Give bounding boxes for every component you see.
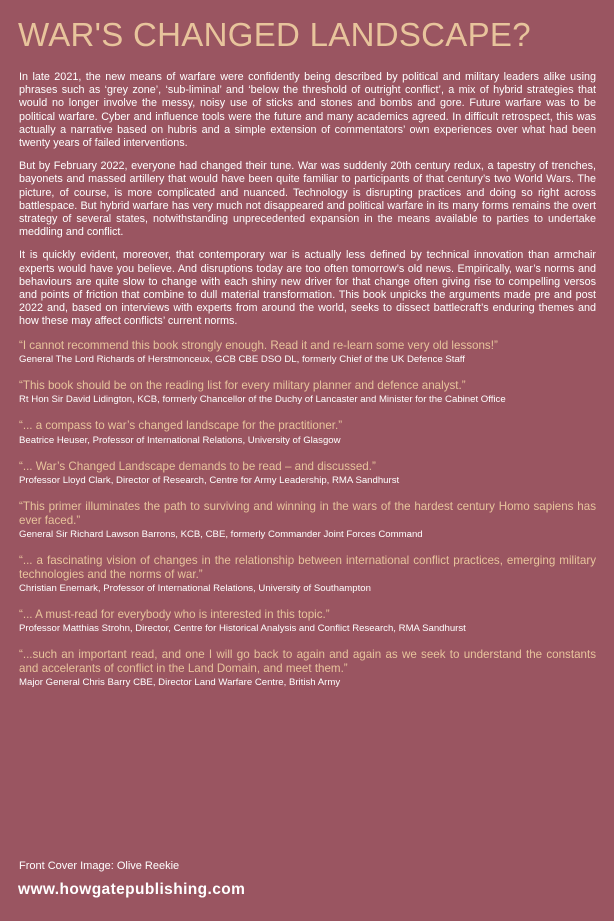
endorsement-attribution: General The Lord Richards of Herstmonceux, GCB CBE DSO DL, formerly Chief of the UK Defence Staff <box>19 354 465 366</box>
publisher-website-link[interactable]: www.howgatepublishing.com <box>18 881 246 898</box>
endorsement <box>19 608 596 635</box>
endorsement-quote: “...such an important read, and one I will go back to again and again as we seek to understand the constants and accelerants of conflict in the Land Domain, and meet them.” <box>19 648 596 675</box>
endorsement-quote: “... a fascinating vision of changes in the relationship between international conflict practices, emerging military technologies and the norms of war.” <box>19 554 596 581</box>
cover-image-credit: Front Cover Image: Olive Reekie <box>19 860 180 872</box>
endorsement-quote: “This primer illuminates the path to surviving and winning in the wars of the hardest century Homo sapiens has ever faced.” <box>19 500 596 527</box>
endorsement-quote: “... War’s Changed Landscape demands to be read – and discussed.” <box>19 459 376 473</box>
endorsement <box>19 460 596 487</box>
endorsement-quote: “... a compass to war’s changed landscape for the practitioner.” <box>19 419 343 433</box>
endorsement-attribution: General Sir Richard Lawson Barrons, KCB, CBE, formerly Commander Joint Forces Command <box>19 529 423 541</box>
endorsement-attribution: Professor Lloyd Clark, Director of Research, Centre for Army Leadership, RMA Sandhurst <box>19 475 400 487</box>
endorsement <box>19 500 596 541</box>
blurb-paragraph: It is quickly evident, moreover, that contemporary war is actually less defined by technical innovation than armchair experts would have you believe. And disruptions today are too often tomorrow’s old news. Empirically, war’s norms and behaviours are quite slow to change with each shiny new driver for that change often giving rise to compelling versos and points of friction that combine to dull material transformation. This book unpicks the arguments made pre and post 2022 and, based on interviews with experts from around the world, seeks to dissect battlecraft’s enduring themes and how these may affect conflicts’ current norms. <box>19 249 596 328</box>
endorsement-attribution: Rt Hon Sir David Lidington, KCB, formerly Chancellor of the Duchy of Lancaster and Minister for the Cabinet Office <box>19 394 506 406</box>
back-cover-body <box>19 71 596 702</box>
endorsement <box>19 554 596 595</box>
endorsement-attribution: Christian Enemark, Professor of International Relations, University of Southampton <box>19 582 371 594</box>
endorsement <box>19 339 596 366</box>
endorsement <box>19 648 596 689</box>
endorsement-quote: “I cannot recommend this book strongly enough. Read it and re-learn some very old lessons!” <box>19 338 498 352</box>
endorsement <box>19 379 596 406</box>
endorsement-quote: “This book should be on the reading list for every military planner and defence analyst.” <box>19 379 466 393</box>
endorsement <box>19 419 596 446</box>
book-title: WAR'S CHANGED LANDSCAPE? <box>18 16 531 53</box>
blurb-paragraph: But by February 2022, everyone had changed their tune. War was suddenly 20th century redux, a tapestry of trenches, bayonets and massed artillery that would have been quite familiar to participants of that century’s two World Wars. The picture, of course, is more complicated and nuanced. Technology is disrupting practices and doing so right across battlespace. But hybrid warfare has very much not disappeared and political warfare in its many forms remains the overt strategy of several states, notwithstanding unprecedented expansion in the means available to parties to undertake meddling and conflict. <box>19 160 596 239</box>
blurb-paragraph: In late 2021, the new means of warfare were confidently being described by political and military leaders alike using phrases such as ‘grey zone’, ‘sub-liminal’ and ‘below the threshold of outright conflict’, a mix of hybrid strategies that would no longer involve the messy, noisy use of sticks and stones and bombs and gore. Future warfare was to be political warfare. Cyber and influence tools were the future and many academics agreed. In difficult retrospect, this was actually a narrative based on hubris and a simple extension of commentators’ own experiences over what had been twenty years of failed interventions. <box>19 71 596 150</box>
endorsement-quote: “... A must-read for everybody who is interested in this topic.” <box>19 607 330 621</box>
endorsement-attribution: Professor Matthias Strohn, Director, Centre for Historical Analysis and Conflict Research, RMA Sandhurst <box>19 623 466 635</box>
endorsement-attribution: Major General Chris Barry CBE, Director Land Warfare Centre, British Army <box>19 677 341 689</box>
endorsements-list <box>19 339 596 689</box>
endorsement-attribution: Beatrice Heuser, Professor of International Relations, University of Glasgow <box>19 434 341 446</box>
